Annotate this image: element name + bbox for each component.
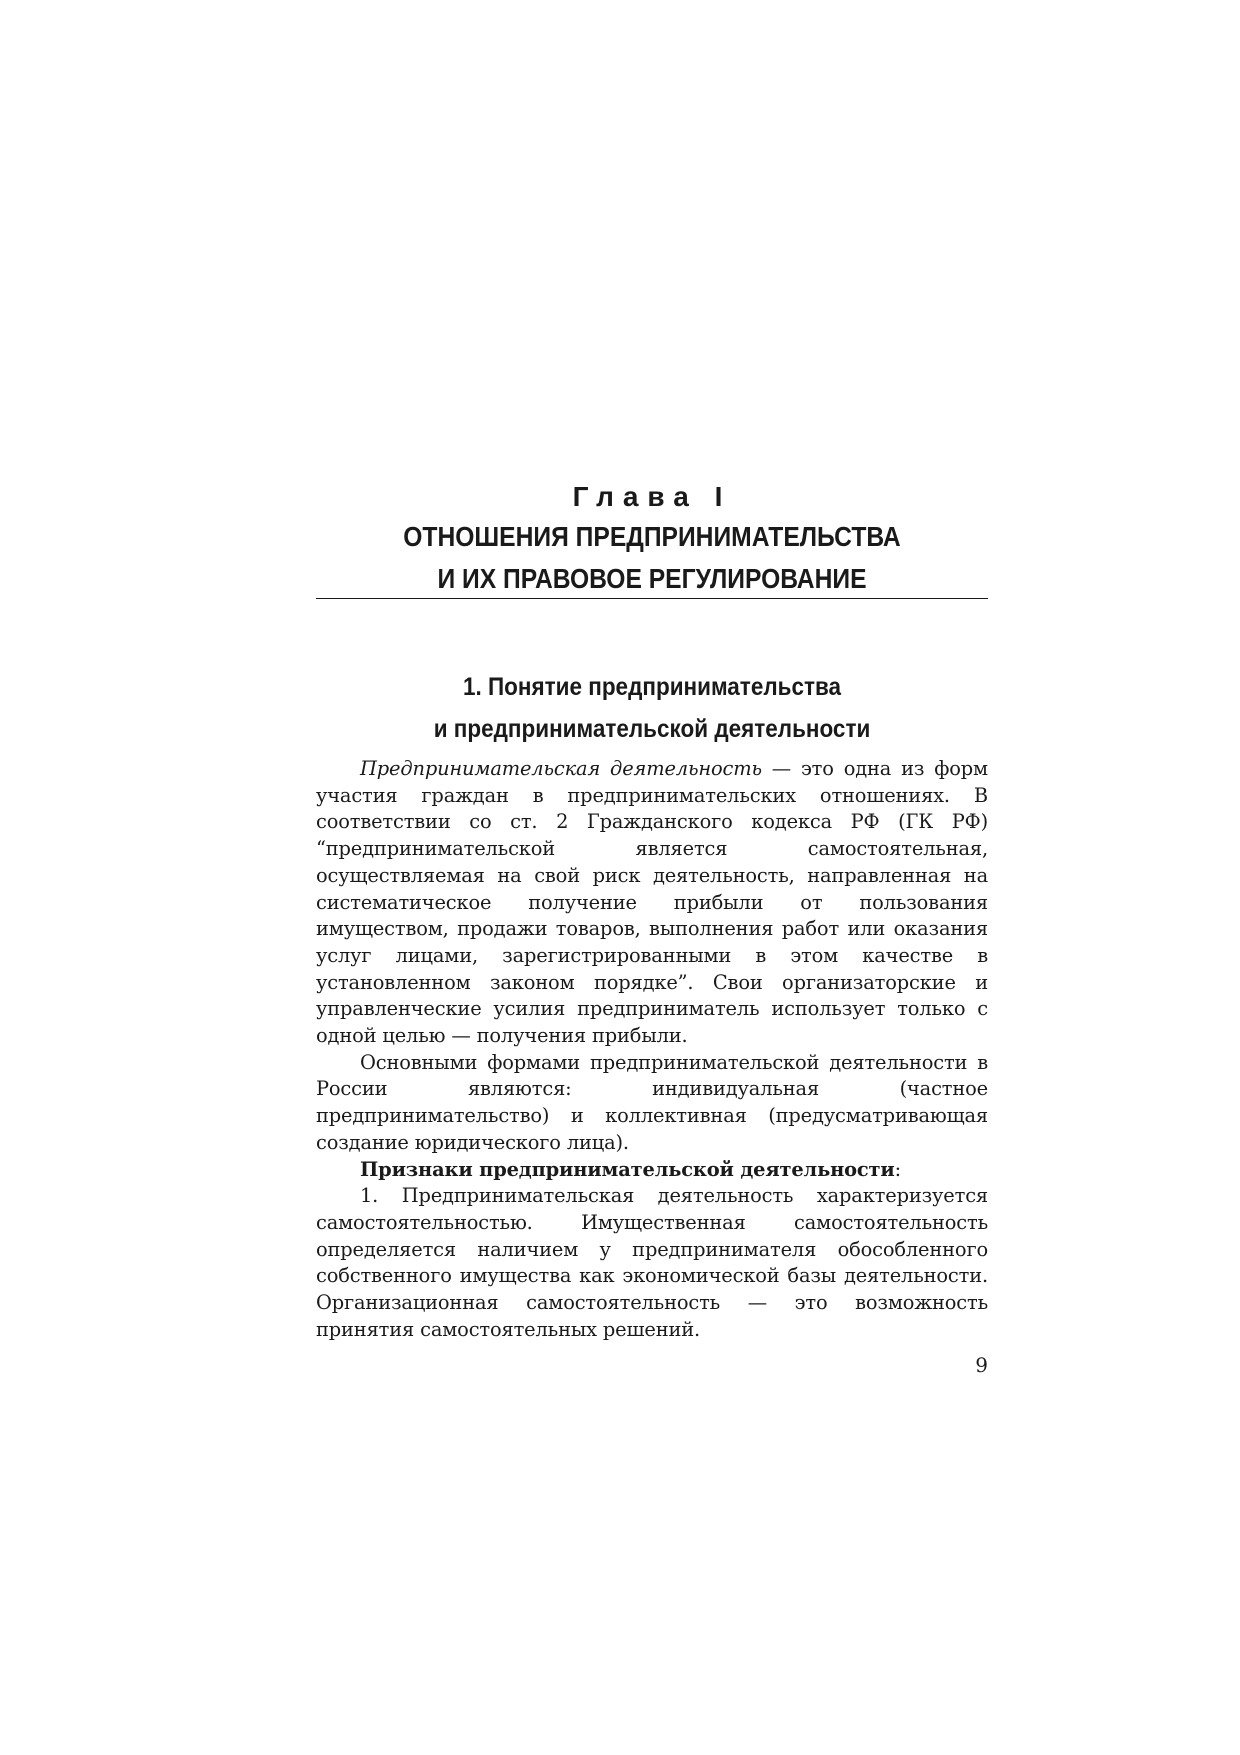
section-title bbox=[350, 666, 955, 750]
paragraph-feature-1: 1. Предпринимательская деятельность характеризуется самостоятельностью. Имущественная самостоятельность определяется наличием у предпринимателя обособленного собственного имущества как экономической базы деятельности. Организационная самостоятельность — это возможность принятия самостоятельных решений. bbox=[316, 1184, 988, 1341]
features-heading-colon: : bbox=[894, 1157, 902, 1181]
chapter-title-line-1: ОТНОШЕНИЯ ПРЕДПРИНИМАТЕЛЬСТВА bbox=[403, 521, 901, 552]
section-title-line-2: и предпринимательской деятельности bbox=[433, 715, 871, 743]
body-text bbox=[316, 756, 988, 1343]
chapter-title-line-2: И ИХ ПРАВОВОЕ РЕГУЛИРОВАНИЕ bbox=[437, 563, 867, 594]
page-number: 9 bbox=[975, 1353, 988, 1377]
defined-term: Предпринимательская деятельность bbox=[360, 757, 762, 780]
section-title-line-1: 1. Понятие предпринимательства bbox=[462, 673, 842, 701]
features-heading: Признаки предпринимательской деятельности bbox=[360, 1157, 895, 1181]
paragraph-definition bbox=[316, 756, 988, 1050]
paragraph-forms: Основными формами предпринимательской деятельности в России являются: индивидуальная (частное предпринимательство) и коллективная (предусматривающая создание юридического лица). bbox=[316, 1050, 988, 1154]
definition-text: — это одна из форм участия граждан в предпринимательских отношениях. В соответствии со ст. 2 Гражданского кодекса РФ (ГК РФ) “предпринимательской является самостоятельная, осуществляемая на свой риск деятельность, направленная на систематическое получение прибыли от пользования имуществом, продажи товаров, выполнения работ или оказания услуг лицами, зарегистрированными в этом качестве в установленном законом порядке”. Свои организаторские и управленческие усилия предприниматель использует только с одной целью — получения прибыли. bbox=[316, 757, 988, 1048]
chapter-label: Глава I bbox=[572, 481, 732, 512]
chapter-divider bbox=[316, 598, 988, 599]
chapter-heading bbox=[316, 478, 988, 600]
paragraph-features-heading bbox=[316, 1157, 988, 1184]
